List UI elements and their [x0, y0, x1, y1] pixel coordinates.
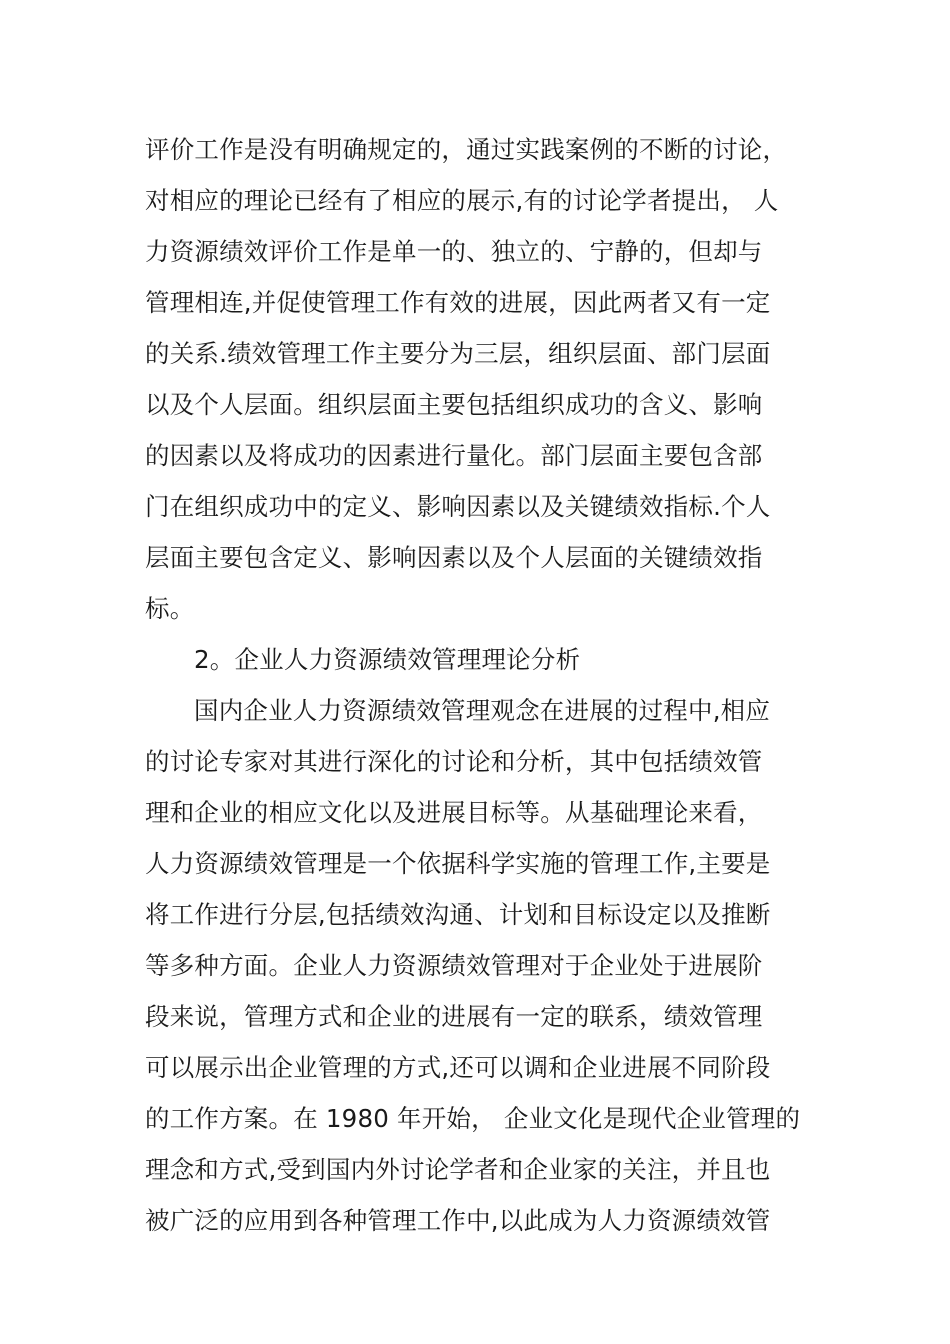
text-line: 可以展示出企业管理的方式,还可以调和企业进展不同阶段 [145, 1053, 771, 1082]
text-line: 力资源绩效评价工作是单一的、独立的、宁静的，但却与 [145, 237, 763, 266]
text-line: 层面主要包含定义、影响因素以及个人层面的关键绩效指 [145, 543, 763, 572]
text-line: 国内企业人力资源绩效管理观念在进展的过程中,相应 [194, 696, 771, 725]
text-line: 被广泛的应用到各种管理工作中,以此成为人力资源绩效管 [145, 1206, 771, 1235]
text-line: 的讨论专家对其进行深化的讨论和分析，其中包括绩效管 [145, 747, 763, 776]
section-heading: 2。企业人力资源绩效管理理论分析 [194, 645, 581, 674]
text-line: 对相应的理论已经有了相应的展示,有的讨论学者提出， 人 [145, 186, 779, 215]
text-line: 的因素以及将成功的因素进行量化。部门层面主要包含部 [145, 441, 763, 470]
text-line: 评价工作是没有明确规定的，通过实践案例的不断的讨论， [145, 135, 788, 164]
text-line: 段来说，管理方式和企业的进展有一定的联系，绩效管理 [145, 1002, 763, 1031]
text-line: 管理相连,并促使管理工作有效的进展，因此两者又有一定 [145, 288, 771, 317]
text-line: 人力资源绩效管理是一个依据科学实施的管理工作,主要是 [145, 849, 771, 878]
text-line: 标。 [145, 594, 195, 623]
text-line: 将工作进行分层,包括绩效沟通、计划和目标设定以及推断 [145, 900, 771, 929]
text-line: 理和企业的相应文化以及进展目标等。从基础理论来看， [145, 798, 763, 827]
text-line: 的关系.绩效管理工作主要分为三层，组织层面、部门层面 [145, 339, 771, 368]
text-line: 等多种方面。企业人力资源绩效管理对于企业处于进展阶 [145, 951, 763, 980]
body-text [145, 124, 805, 1246]
text-line: 门在组织成功中的定义、影响因素以及关键绩效指标.个人 [145, 492, 771, 521]
text-line: 的工作方案。在 1980 年开始， 企业文化是现代企业管理的 [145, 1104, 801, 1133]
text-line: 理念和方式,受到国内外讨论学者和企业家的关注，并且也 [145, 1155, 771, 1184]
text-line: 以及个人层面。组织层面主要包括组织成功的含义、影响 [145, 390, 763, 419]
